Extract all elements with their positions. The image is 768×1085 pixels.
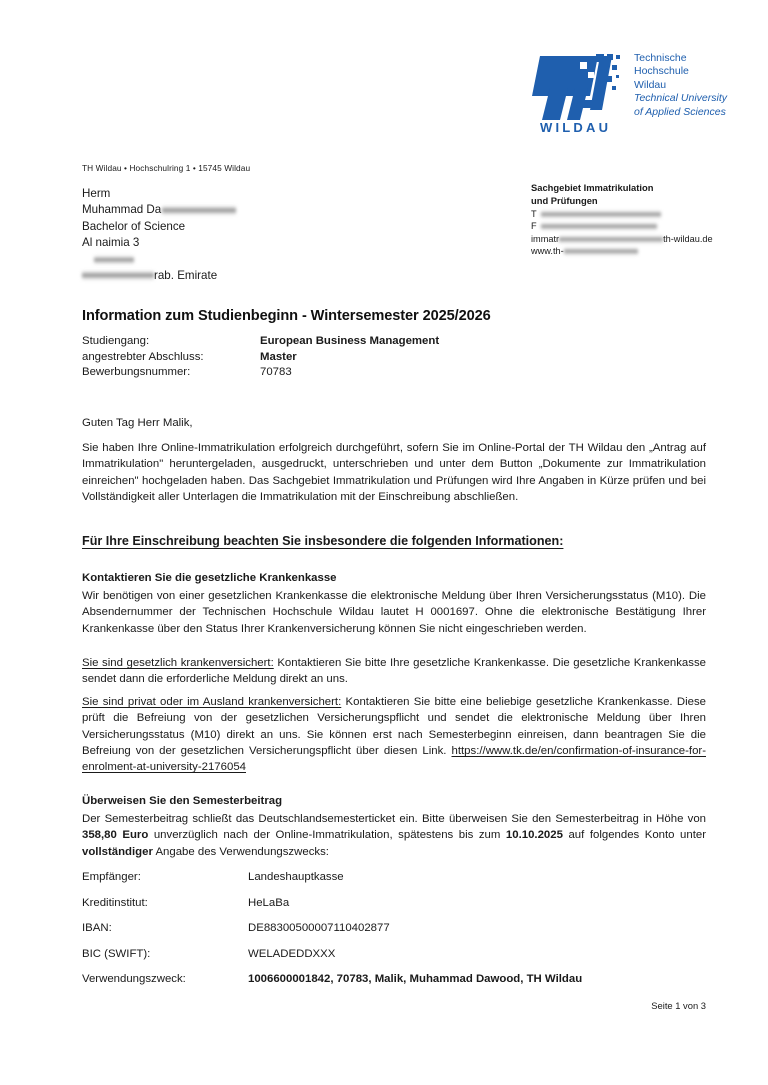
contact-email-redaction	[559, 235, 663, 244]
degree-label: angestrebter Abschluss:	[82, 350, 204, 363]
gesetzlich-versichert-paragraph	[82, 655, 706, 688]
study-program-value: European Business Management	[260, 335, 440, 347]
contact-title-line-2: und Prüfungen	[531, 194, 598, 206]
bank-value: HeLaBa	[248, 896, 290, 909]
table-row	[82, 865, 582, 891]
greeting-line: Guten Tag Herr Malik,	[82, 417, 193, 429]
logo-wordmark: WILDAU	[540, 120, 612, 135]
privat-versichert-paragraph	[82, 694, 706, 775]
contact-web-row[interactable]	[531, 245, 736, 258]
logo-text-block	[634, 52, 727, 119]
bank-label: Kreditinstitut:	[82, 896, 148, 909]
address-name-redaction	[162, 205, 236, 216]
study-info-row	[82, 365, 439, 381]
privat-rest: Kontaktieren Sie bitte eine beliebige gesetzliche Krankenkasse. Diese prüft die Befreiung von der gesetzlichen Versicherungspflicht und sendet die elektronische Meldung über Ihren Versicherungsstatus (M10) direkt an uns. Sie können erst nach Semesterbeginn einreisen, dann beantragen Sie die Befreiung von der gesetzlichen Versicherungspflicht über diesen Link.	[82, 696, 706, 757]
krankenkasse-heading: Kontaktieren Sie die gesetzliche Krankenkasse	[82, 572, 337, 584]
degree-value: Master	[260, 350, 297, 363]
address-name-line	[82, 202, 236, 218]
application-number-label: Bewerbungsnummer:	[82, 366, 191, 379]
recipient-value: Landeshauptkasse	[248, 871, 344, 883]
contact-phone-row	[531, 208, 736, 221]
study-info-row	[82, 334, 439, 350]
iban-label: IBAN:	[82, 922, 112, 935]
logo-line-4: Technical University	[634, 92, 727, 105]
th-wildau-logo-mark	[528, 48, 626, 136]
contact-fax-row	[531, 220, 736, 233]
gesetzlich-rest: Kontaktieren Sie bitte Ihre gesetzliche Krankenkasse. Die gesetzliche Krankenkasse sendet dann die erforderliche Meldung direkt an uns.	[82, 657, 706, 686]
recipient-label: Empfänger:	[82, 871, 141, 883]
logo-line-2: Hochschule	[634, 65, 689, 78]
application-number-value: 70783	[260, 366, 292, 379]
sender-return-address: TH Wildau • Hochschulring 1 • 15745 Wildau	[82, 163, 251, 173]
study-info-row	[82, 350, 439, 366]
logo-line-3: Wildau	[634, 78, 667, 91]
contact-web-redaction	[564, 247, 638, 256]
th-wildau-logo	[528, 48, 727, 136]
address-country-line	[82, 268, 236, 284]
contact-email-prefix: immatr	[531, 233, 560, 244]
table-row	[82, 891, 582, 917]
address-street: Al naimia 3	[82, 236, 140, 250]
recipient-address-block	[82, 186, 236, 284]
table-row	[82, 916, 582, 942]
semesterbeitrag-deadline: 10.10.2025	[505, 829, 563, 842]
bic-label: BIC (SWIFT):	[82, 947, 151, 960]
address-salutation: Herm	[82, 187, 111, 200]
iban-value: DE88300500007110402877	[248, 922, 390, 935]
reference-value: 1006600001842, 70783, Malik, Muhammad Dawood, TH Wildau	[248, 973, 583, 986]
semesterbeitrag-text-2: unverzüglich nach der Online-Immatrikulation, spätestens bis zum	[148, 829, 506, 842]
table-row	[82, 942, 582, 968]
address-country-redaction	[82, 270, 154, 281]
contact-fax-redaction	[541, 222, 657, 231]
intro-paragraph: Sie haben Ihre Online-Immatrikulation erfolgreich durchgeführt, sofern Sie im Online-Portal der TH Wildau den „Antrag auf Immatrikulation" heruntergeladen, ausgedruckt, unterschrieben und unter dem Button „Dokumente zur Immatrikulation einreichen" hochgeladen haben. Das Sachgebiet Immatrikulation und Prüfungen wird Ihre Angaben in Kürze prüfen und bei Vollständigkeit aller Unterlagen die Immatrikulation mit der Einschreibung abschließen.	[82, 442, 706, 503]
document-title: Information zum Studienbeginn - Wintersemester 2025/2026	[82, 308, 491, 324]
semesterbeitrag-text-1: Der Semesterbeitrag schließt das Deutschlandsemesterticket ein. Bitte überweisen Sie den Semesterbeitrag in Höhe von	[82, 813, 706, 825]
semesterbeitrag-text-4: Angabe des Verwendungszwecks:	[152, 845, 329, 858]
gesetzlich-lead: Sie sind gesetzlich krankenversichert:	[82, 657, 274, 669]
study-info-table	[82, 334, 439, 381]
reference-label: Verwendungszweck:	[82, 973, 186, 986]
page-footer: Seite 1 von 3	[651, 1000, 706, 1011]
address-city-line	[82, 252, 236, 268]
contact-web-prefix: www.th-	[531, 246, 564, 257]
table-row	[82, 967, 582, 993]
contact-phone-label: T	[531, 208, 537, 219]
bank-details-table	[82, 865, 582, 993]
contact-phone-redaction	[541, 210, 661, 219]
contact-title-line-1: Sachgebiet Immatrikulation	[531, 182, 654, 193]
address-city-redaction	[94, 255, 134, 265]
main-section-heading: Für Ihre Einschreibung beachten Sie insbesondere die folgenden Informationen:	[82, 534, 564, 548]
logo-line-5: of Applied Sciences	[634, 105, 726, 118]
bic-value: WELADEDDXXX	[248, 947, 336, 960]
contact-email-suffix: th-wildau.de	[663, 233, 713, 244]
semesterbeitrag-heading: Überweisen Sie den Semesterbeitrag	[82, 795, 283, 807]
address-degree: Bachelor of Science	[82, 219, 186, 233]
semesterbeitrag-text-3: auf folgendes Konto unter	[562, 829, 707, 842]
tk-insurance-link[interactable]: https://www.tk.de/en/confirmation-of-insurance-for-enrolment-at-university-2176054	[82, 744, 706, 774]
semesterbeitrag-bold-word: vollständiger	[82, 845, 153, 858]
semesterbeitrag-amount: 358,80 Euro	[82, 829, 149, 842]
address-country-visible: rab. Emirate	[154, 269, 218, 283]
krankenkasse-paragraph: Wir benötigen von einer gesetzlichen Krankenkasse die elektronische Meldung über Ihren Versicherungsstatus (M10). Die Absendernummer der Technischen Hochschule Wildau lautet H 0001697. Ohne die elektronische Bestätigung Ihrer Krankenkasse über den Status Ihrer Krankenversicherung können Sie nicht eingeschrieben werden.	[82, 590, 706, 635]
logo-line-1: Technische	[634, 52, 687, 64]
study-program-label: Studiengang:	[82, 335, 150, 347]
contact-email-row[interactable]	[531, 233, 736, 246]
address-name-visible: Muhammad Da	[82, 203, 162, 217]
privat-lead: Sie sind privat oder im Ausland krankenversichert:	[82, 696, 342, 708]
semesterbeitrag-paragraph	[82, 811, 706, 860]
department-contact-box	[531, 182, 736, 258]
contact-fax-label: F	[531, 221, 537, 232]
